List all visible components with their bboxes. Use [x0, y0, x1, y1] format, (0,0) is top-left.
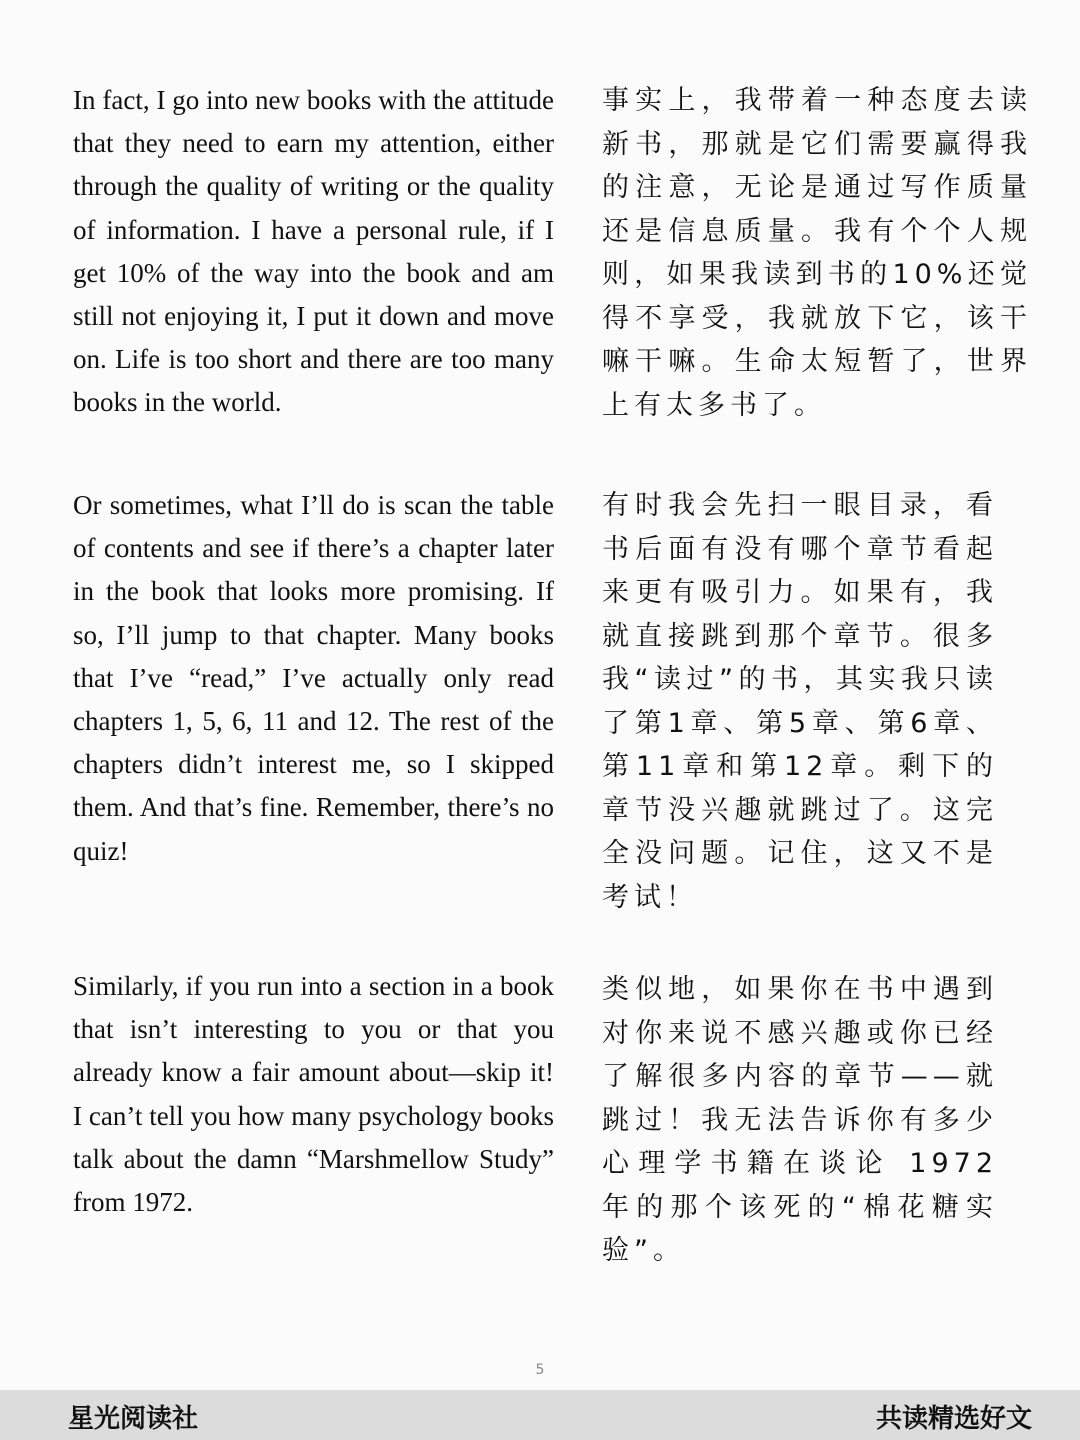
paragraph-3-english: Similarly, if you run into a section in a book that isn’t interesting to you or that you already know a fair amount about—skip it! I can’t tell you how many psychology books talk about the damn “Marshmellow Study” from 1972.	[73, 971, 554, 1218]
paragraph-1-chinese: 事实上，我带着一种态度去读新书，那就是它们需要赢得我的注意，无论是通过写作质量还是信息质量。我有个个人规则，如果我读到书的10%还觉得不享受，我就放下它，该干嘛干嘛。生命太短暂了，世界上有太多书了。	[602, 85, 1032, 421]
footer-bar	[0, 1390, 1080, 1440]
paragraph-1-english: In fact, I go into new books with the attitude that they need to earn my attention, either through the quality of writing or the quality of information. I have a personal rule, if I get 10% of the way into the book and am still not enjoying it, I put it down and move on. Life is too short and there are too many books in the world.	[73, 85, 554, 418]
page-number: 5	[535, 1362, 545, 1378]
paragraph-2-english: Or sometimes, what I’ll do is scan the table of contents and see if there’s a chapter later in the book that looks more promising. If so, I’ll jump to that chapter. Many books that I’ve “read,” I’ve actually only read chapters 1, 5, 6, 11 and 12. The rest of the chapters didn’t interest me, so I skipped them. And that’s fine. Remember, there’s no quiz!	[73, 490, 554, 866]
footer-brand-label: 星光阅读社	[68, 1404, 199, 1434]
footer-tagline-label: 共读精选好文	[875, 1404, 1032, 1434]
paragraph-2-chinese: 有时我会先扫一眼目录，看书后面有没有哪个章节看起来更有吸引力。如果有，我就直接跳到那个章节。很多我“读过”的书，其实我只读了第1章、第5章、第6章、第11章和第12章。剩下的章节没兴趣就跳过了。这完全没问题。记住，这又不是考试！	[602, 490, 998, 913]
paragraph-3-chinese: 类似地，如果你在书中遇到对你来说不感兴趣或你已经了解很多内容的章节——就跳过！我无法告诉你有多少心理学书籍在谈论 1972 年的那个该死的“棉花糖实验”。	[602, 974, 998, 1266]
